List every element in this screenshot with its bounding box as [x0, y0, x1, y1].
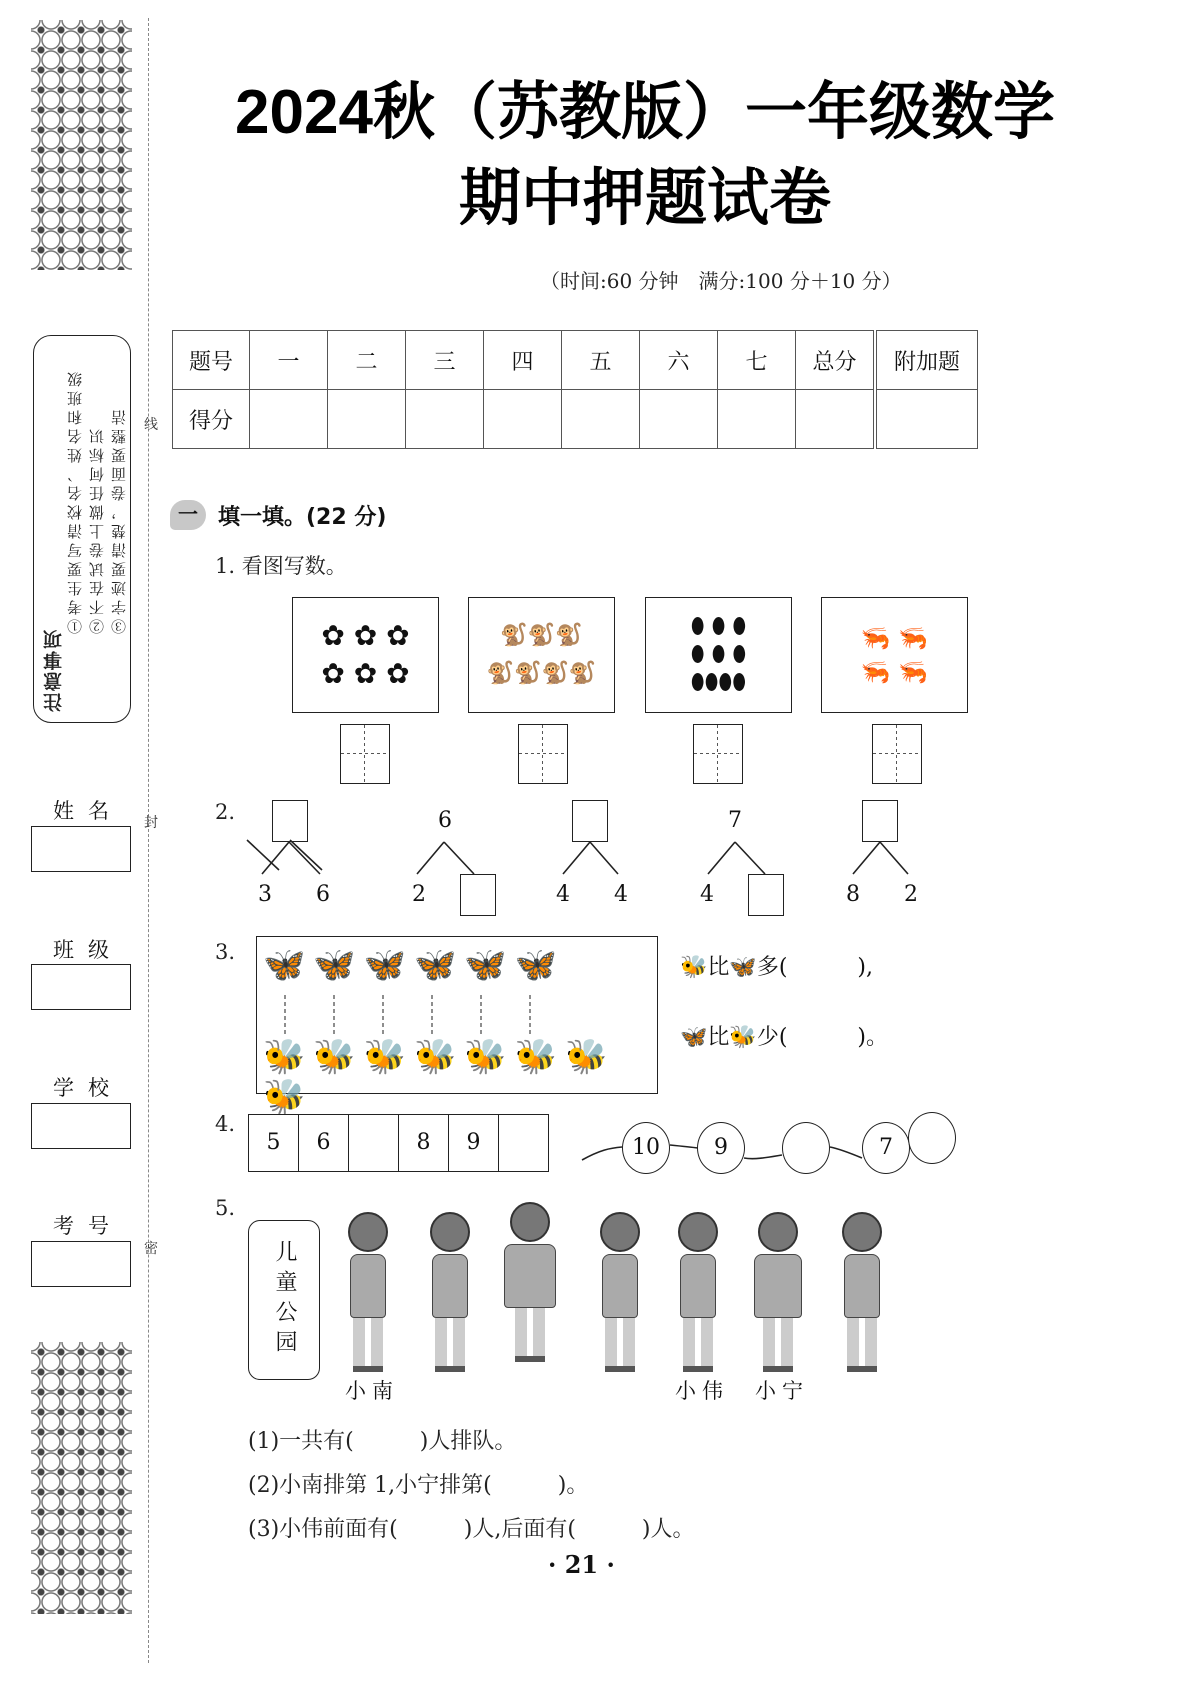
name-label: 姓名 — [53, 799, 123, 823]
chain-circle: 7 — [862, 1122, 910, 1174]
q2-tree3-right: 4 — [614, 882, 628, 907]
q3-label: 3. — [215, 940, 236, 964]
section-badge: 一 — [170, 500, 206, 530]
notice-item-1: ①考生要写清校名、姓名和班级 — [66, 368, 84, 634]
col-6: 六 — [640, 331, 718, 390]
q2-tree1-right: 6 — [316, 882, 330, 907]
sunflower-icon: ✿ ✿ ✿ — [321, 657, 410, 690]
q2-tree4-left: 4 — [700, 882, 714, 907]
school-label: 学校 — [53, 1076, 123, 1100]
bee-icon: 🐝 — [729, 1025, 757, 1050]
col-bonus: 附加题 — [877, 331, 978, 390]
q5-sub-question-2: (2)小南排第 1,小宁排第( )。 — [248, 1473, 589, 1498]
cut-mark-secret: 密 — [144, 1241, 158, 1257]
kid-1 — [338, 1212, 398, 1372]
seq-cell: 8 — [399, 1115, 449, 1171]
bee-icon: 🐝🐝🐝🐝🐝🐝🐝🐝 — [263, 1037, 616, 1117]
page-title: 2024秋（苏教版）一年级数学 — [235, 78, 1055, 147]
q2-tree3-left: 4 — [556, 882, 570, 907]
monkey-icon: 🐒🐒🐒🐒 — [486, 661, 597, 686]
kid-name-xiaonan: 小南 — [345, 1379, 399, 1403]
col-total: 总分 — [796, 331, 874, 390]
butterfly-icon: 🦋🦋🦋🦋🦋🦋 — [263, 945, 566, 985]
q5-label: 5. — [215, 1196, 236, 1220]
q2-tree2-left: 2 — [412, 882, 426, 907]
q2-tree5-right: 2 — [904, 882, 918, 907]
notice-item-3: ③字迹要清楚，卷面要整洁 — [110, 406, 128, 634]
section-title: 填一填。(22 分) — [218, 505, 387, 530]
kid-7 — [832, 1212, 892, 1372]
exam-number-label: 考号 — [53, 1214, 123, 1238]
col-5: 五 — [562, 331, 640, 390]
kid-name-xiaowei: 小伟 — [675, 1379, 729, 1403]
q2-tree2-top: 6 — [438, 808, 452, 833]
q4-label: 4. — [215, 1112, 236, 1136]
page-subtitle: 期中押题试卷 — [458, 164, 831, 233]
notice-title: 注意事项 — [43, 628, 65, 712]
q2-label: 2. — [215, 800, 236, 824]
q2-tree4-top: 7 — [728, 808, 742, 833]
q1-label: 1. 看图写数。 — [215, 554, 347, 578]
kid-2 — [420, 1212, 480, 1372]
bee-icon: 🐝 — [680, 955, 708, 980]
exam-meta: （时间:60 分钟 满分:100 分＋10 分） — [540, 269, 902, 293]
sunflower-icon: ✿ ✿ ✿ — [321, 619, 410, 652]
q3-compare-2: 🦋比🐝少( )。 — [680, 1025, 889, 1050]
kid-5 — [668, 1212, 728, 1372]
pumpkin-icon: ⬮ ⬮ ⬮ ⬮ ⬮ ⬮ ⬮⬮⬮⬮ — [690, 614, 747, 695]
shrimp-icon: 🦐 🦐 🦐 🦐 — [860, 624, 929, 686]
score-label: 得分 — [173, 390, 250, 449]
kid-4 — [590, 1212, 650, 1372]
col-1: 一 — [250, 331, 328, 390]
header-label: 题号 — [173, 331, 250, 390]
q5-sub-question-3: (3)小伟前面有( )人,后面有( )人。 — [248, 1517, 695, 1542]
q2-tree1-left: 3 — [258, 882, 272, 907]
col-7: 七 — [718, 331, 796, 390]
butterfly-icon: 🦋 — [729, 955, 757, 980]
seq-cell: 9 — [449, 1115, 499, 1171]
notice-item-2: ②不在试卷上做任何标识 — [88, 425, 106, 634]
col-2: 二 — [328, 331, 406, 390]
chain-circle-blank[interactable] — [782, 1122, 830, 1174]
cut-mark-line: 线 — [144, 417, 158, 433]
page-number: · 21 · — [548, 1550, 615, 1579]
q3-compare-1: 🐝比🦋多( ), — [680, 955, 873, 980]
kid-6 — [748, 1212, 808, 1372]
kid-3 — [500, 1202, 560, 1362]
q5-sub-question-1: (1)一共有( )人排队。 — [248, 1429, 517, 1454]
seq-cell: 5 — [249, 1115, 299, 1171]
col-4: 四 — [484, 331, 562, 390]
kid-name-xiaoning: 小宁 — [755, 1379, 809, 1403]
chain-circle: 9 — [697, 1122, 745, 1174]
monkey-icon: 🐒🐒🐒 — [500, 623, 583, 648]
seq-cell: 6 — [299, 1115, 349, 1171]
q2-tree5-left: 8 — [846, 882, 860, 907]
cut-mark-seal: 封 — [144, 815, 158, 831]
col-3: 三 — [406, 331, 484, 390]
chain-circle: 10 — [622, 1122, 670, 1174]
chain-circle-blank[interactable] — [908, 1112, 956, 1164]
butterfly-icon: 🦋 — [680, 1025, 708, 1050]
park-sign: 儿童公园 — [248, 1220, 320, 1380]
class-label: 班级 — [53, 938, 123, 962]
